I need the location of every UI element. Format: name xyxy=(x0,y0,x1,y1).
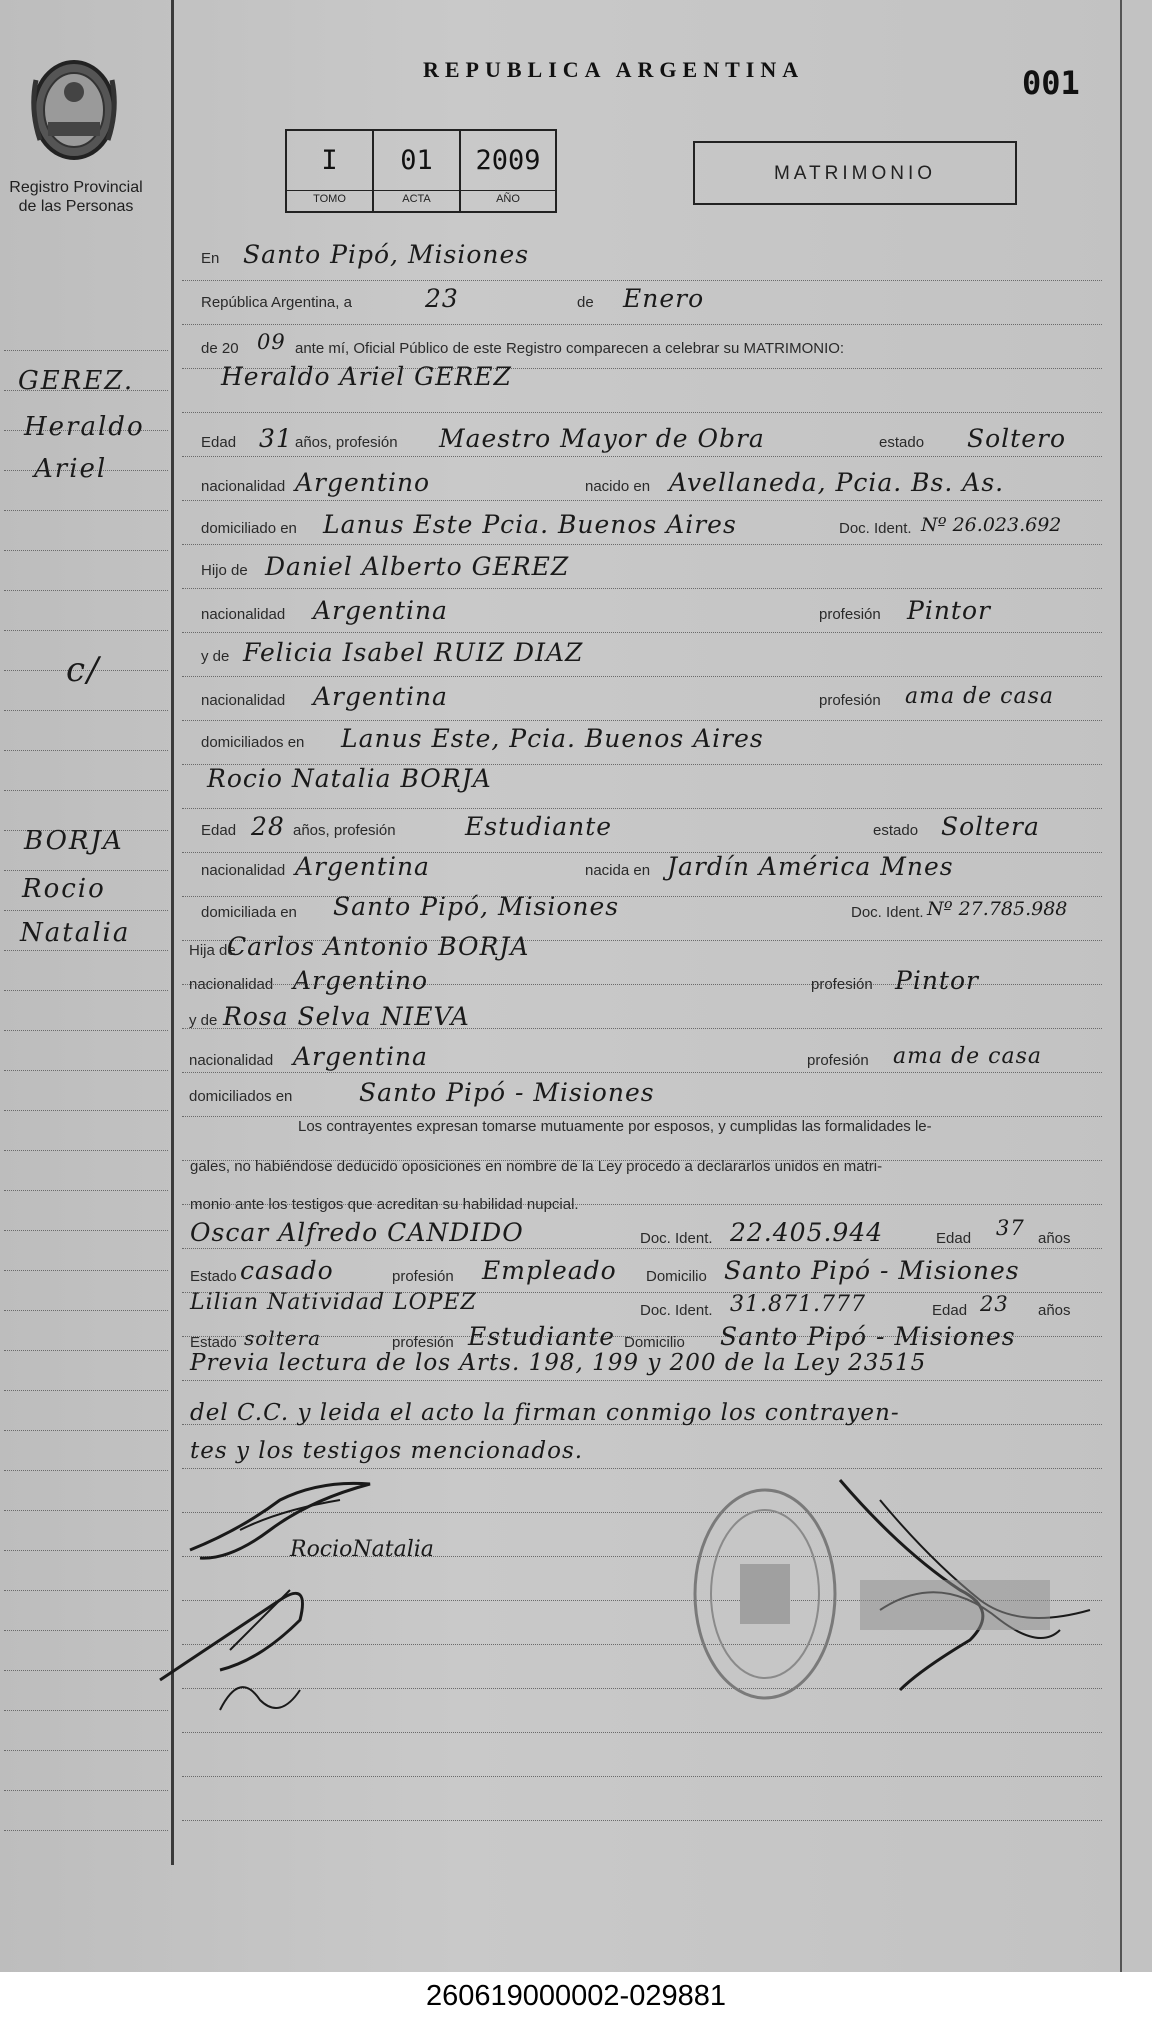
bride-birthplace: Jardín América Mnes xyxy=(667,852,954,881)
estado-label: estado xyxy=(879,434,925,451)
anos-profesion-label: años, profesión xyxy=(295,434,398,451)
margin-rule-line xyxy=(4,1190,168,1191)
main-rule-line xyxy=(182,808,1102,809)
groom-father-nationality: Argentina xyxy=(313,596,448,625)
bride-father: Carlos Antonio BORJA xyxy=(227,932,530,961)
provincial-seal-logo xyxy=(26,50,122,170)
margin-rule-line xyxy=(4,750,168,751)
estado-label: Estado xyxy=(190,1334,237,1351)
domiciliado-label: domiciliado en xyxy=(201,520,297,537)
bride-mother-profession: ama de casa xyxy=(893,1044,1043,1069)
margin-rule-line xyxy=(4,1030,168,1031)
edad-label: Edad xyxy=(201,434,237,451)
margin-rule-line xyxy=(4,710,168,711)
margin-bride-surname: BORJA xyxy=(24,826,124,856)
nacionalidad-label: nacionalidad xyxy=(201,606,286,623)
groom-nationality: Argentino xyxy=(295,468,431,497)
domicilio-label: Domicilio xyxy=(624,1334,685,1351)
bride-nationality-row xyxy=(183,852,1103,886)
margin-rule-line xyxy=(4,1070,168,1071)
bride-parents-address: Santo Pipó - Misiones xyxy=(359,1078,655,1107)
profesion-label: profesión xyxy=(392,1268,454,1285)
bride-parents-address-row xyxy=(183,1076,1103,1107)
nacionalidad-label: nacionalidad xyxy=(201,862,286,879)
signatures-area xyxy=(140,1470,1120,1730)
barcode-text: 260619000002-029881 xyxy=(0,1972,1152,2021)
doc-ident-label: Doc. Ident. xyxy=(640,1230,713,1247)
witness-signatures xyxy=(160,1590,303,1710)
margin-bride-name2: Natalia xyxy=(20,918,131,948)
year-value: 09 xyxy=(257,330,286,354)
acta-value: 01 xyxy=(400,145,433,176)
bride-name-row xyxy=(183,764,1103,798)
main-rule-line xyxy=(182,676,1102,677)
edad-label: Edad xyxy=(932,1302,968,1319)
margin-conjunction: c/ xyxy=(66,650,101,690)
groom-age-row xyxy=(183,424,1103,458)
groom-mother-nat-row xyxy=(183,682,1103,716)
bride-doc: Nº 27.785.988 xyxy=(927,898,1068,920)
bride-signature: RocioNatalia xyxy=(290,1537,434,1562)
margin-groom-name1: Heraldo xyxy=(24,412,145,442)
groom-father-profession: Pintor xyxy=(907,596,991,625)
groom-nationality-row xyxy=(183,468,1103,502)
bride-nationality: Argentina xyxy=(295,852,430,881)
margin-rule-line xyxy=(4,590,168,591)
groom-father-nat-row xyxy=(183,596,1103,630)
margin-rule-line xyxy=(4,1230,168,1231)
main-rule-line xyxy=(182,588,1102,589)
groom-address-row xyxy=(183,510,1103,544)
profesion-label: profesión xyxy=(811,976,873,993)
groom-parents-address-row xyxy=(183,724,1103,756)
bride-mother-nationality: Argentina xyxy=(293,1042,428,1071)
nacionalidad-label: nacionalidad xyxy=(201,478,286,495)
groom-mother-profession: ama de casa xyxy=(905,684,1055,709)
groom-mother: Felicia Isabel RUIZ DIAZ xyxy=(243,638,584,667)
groom-mother-nationality: Argentina xyxy=(313,682,448,711)
witness1-doc: 22.405.944 xyxy=(730,1218,884,1247)
margin-groom-name2: Ariel xyxy=(34,454,108,484)
page-edge xyxy=(1120,0,1122,1972)
bride-profession: Estudiante xyxy=(465,812,613,841)
margin-rule-line xyxy=(4,630,168,631)
groom-doc: Nº 26.023.692 xyxy=(921,514,1062,536)
margin-rule-line xyxy=(4,1750,168,1751)
bride-full-name: Rocio Natalia BORJA xyxy=(207,764,492,793)
nacido-en-label: nacido en xyxy=(585,478,651,495)
groom-mother-row xyxy=(183,638,1103,672)
witness1-status: casado xyxy=(240,1256,334,1285)
anio-cell xyxy=(461,131,555,211)
record-type-label: MATRIMONIO xyxy=(773,163,937,184)
margin-bride-name1: Rocio xyxy=(22,874,106,904)
groom-profession: Maestro Mayor de Obra xyxy=(439,424,765,453)
profesion-label: profesión xyxy=(392,1334,454,1351)
registry-label-line1: Registro Provincial xyxy=(9,179,143,196)
doc-ident-label: Doc. Ident. xyxy=(640,1302,713,1319)
bride-father-nat-row xyxy=(183,966,1103,994)
bride-mother: Rosa Selva NIEVA xyxy=(223,1002,470,1031)
anio-label: AÑO xyxy=(461,190,555,205)
place-value: Santo Pipó, Misiones xyxy=(243,240,530,269)
margin-rule-line xyxy=(4,1430,168,1431)
main-rule-line xyxy=(182,1732,1102,1733)
witness2-profession: Estudiante xyxy=(468,1322,616,1351)
bride-father-profession: Pintor xyxy=(895,966,979,995)
official-signature xyxy=(840,1480,1090,1690)
witness1-domicile: Santo Pipó - Misiones xyxy=(724,1256,1020,1285)
margin-groom-surname: GEREZ. xyxy=(18,366,135,396)
declaration-line2: gales, no habiéndose deducido oposiciones en nombre de la Ley procedo a declararlos unidos en matri- xyxy=(190,1158,883,1175)
margin-rule-line xyxy=(4,550,168,551)
hijo-de-label: Hijo de xyxy=(201,562,248,579)
nacionalidad-label: nacionalidad xyxy=(201,692,286,709)
domiciliados-label: domiciliados en xyxy=(189,1088,293,1105)
closing-line2: del C.C. y leida el acto la firman conmigo los contrayen- xyxy=(190,1400,900,1426)
tomo-value: I xyxy=(321,145,338,176)
edad-label: Edad xyxy=(201,822,237,839)
groom-full-name: Heraldo Ariel GEREZ xyxy=(221,362,512,391)
y-de-label: y de xyxy=(201,648,230,665)
en-label: En xyxy=(201,250,220,267)
hija-de-label: Hija de xyxy=(189,942,236,959)
declaration-line1: Los contrayentes expresan tomarse mutuamente por esposos, y cumplidas las formalidades le- xyxy=(298,1118,932,1135)
witness2-age: 23 xyxy=(980,1292,1009,1316)
margin-rule-line xyxy=(4,1110,168,1111)
main-rule-line xyxy=(182,1380,1102,1381)
date-row xyxy=(183,284,1103,318)
estado-label: Estado xyxy=(190,1268,237,1285)
de-20-label: de 20 xyxy=(201,340,239,357)
tomo-label: TOMO xyxy=(287,190,372,205)
main-rule-line xyxy=(182,632,1102,633)
margin-rule-line xyxy=(4,350,168,351)
groom-parents-address: Lanus Este, Pcia. Buenos Aires xyxy=(341,724,764,753)
witness1-profession: Empleado xyxy=(482,1256,617,1285)
witness2-doc: 31.871.777 xyxy=(730,1292,866,1317)
witness2-status-row xyxy=(190,1324,1110,1352)
margin-rule-line xyxy=(4,1350,168,1351)
nacida-en-label: nacida en xyxy=(585,862,651,879)
registry-stamp xyxy=(690,1484,840,1704)
anio-value: 2009 xyxy=(475,145,541,176)
anos-profesion-label: años, profesión xyxy=(293,822,396,839)
bride-age-row xyxy=(183,812,1103,846)
groom-age: 31 xyxy=(259,424,293,453)
main-rule-line xyxy=(182,412,1102,413)
profesion-label: profesión xyxy=(819,606,881,623)
margin-rule-line xyxy=(4,1390,168,1391)
bride-father-nationality: Argentino xyxy=(293,966,429,995)
main-rule-line xyxy=(182,1072,1102,1073)
groom-address: Lanus Este Pcia. Buenos Aires xyxy=(323,510,737,539)
domiciliada-label: domiciliada en xyxy=(201,904,297,921)
month-value: Enero xyxy=(623,284,705,313)
margin-rule-line xyxy=(4,1270,168,1271)
domicilio-label: Domicilio xyxy=(646,1268,707,1285)
republic-title: REPUBLICA ARGENTINA xyxy=(423,57,805,82)
bride-address: Santo Pipó, Misiones xyxy=(333,892,620,921)
margin-rule-line xyxy=(4,790,168,791)
witness1-name: Oscar Alfredo CANDIDO xyxy=(190,1218,524,1247)
closing-line3: tes y los testigos mencionados. xyxy=(190,1438,584,1464)
record-type-box xyxy=(693,141,1017,205)
edad-label: Edad xyxy=(936,1230,972,1247)
doc-ident-label: Doc. Ident. xyxy=(839,520,912,537)
margin-rule-line xyxy=(4,1790,168,1791)
groom-father-row xyxy=(183,552,1103,586)
closing-line1: Previa lectura de los Arts. 198, 199 y 200 de la Ley 23515 xyxy=(190,1350,927,1376)
ante-text: ante mí, Oficial Público de este Registro comparecen a celebrar su MATRIMONIO: xyxy=(295,340,845,357)
witness1-row xyxy=(190,1216,1110,1250)
acta-cell xyxy=(374,131,461,211)
margin-rule-line xyxy=(4,910,168,911)
witness2-status: soltera xyxy=(244,1326,322,1350)
anos-label: años xyxy=(1038,1302,1071,1319)
margin-rule-line xyxy=(4,1830,168,1831)
groom-birthplace: Avellaneda, Pcia. Bs. As. xyxy=(669,468,1005,497)
groom-status: Soltero xyxy=(967,424,1067,453)
main-rule-line xyxy=(182,280,1102,281)
registry-label-line2: de las Personas xyxy=(18,198,134,215)
nacionalidad-label: nacionalidad xyxy=(189,976,274,993)
witness2-row xyxy=(190,1290,1110,1318)
groom-father: Daniel Alberto GEREZ xyxy=(265,552,570,581)
margin-rule-line xyxy=(4,1150,168,1151)
bride-father-row xyxy=(183,934,1103,962)
main-rule-line xyxy=(182,1776,1102,1777)
main-rule-line xyxy=(182,1820,1102,1821)
witness2-name: Lilian Natividad LOPEZ xyxy=(190,1290,477,1315)
main-rule-line xyxy=(182,324,1102,325)
acta-label: ACTA xyxy=(374,190,459,205)
groom-name-row xyxy=(183,362,1103,396)
margin-rule-line xyxy=(4,1310,168,1311)
doc-ident-label: Doc. Ident. xyxy=(851,904,924,921)
witness1-status-row xyxy=(190,1258,1110,1286)
bride-mother-nat-row xyxy=(183,1040,1103,1071)
witness1-age: 37 xyxy=(996,1216,1025,1240)
tomo-cell xyxy=(287,131,374,211)
declaration-line3: monio ante los testigos que acreditan su habilidad nupcial. xyxy=(190,1196,579,1213)
bride-status: Soltera xyxy=(941,812,1040,841)
margin-rule-line xyxy=(4,950,168,951)
margin-rule-line xyxy=(4,510,168,511)
profesion-label: profesión xyxy=(819,692,881,709)
domiciliados-label: domiciliados en xyxy=(201,734,305,751)
main-rule-line xyxy=(182,720,1102,721)
y-de-label: y de xyxy=(189,1012,218,1029)
place-row xyxy=(183,240,1103,274)
profesion-label: profesión xyxy=(807,1052,869,1069)
nacionalidad-label: nacionalidad xyxy=(189,1052,274,1069)
main-rule-line xyxy=(182,1116,1102,1117)
republica-label: República Argentina, a xyxy=(201,294,352,311)
main-rule-line xyxy=(182,544,1102,545)
de-label: de xyxy=(577,294,594,311)
year-row xyxy=(183,330,1103,362)
tomo-acta-anio-box xyxy=(285,129,557,213)
margin-rule-line xyxy=(4,990,168,991)
witness2-domicile: Santo Pipó - Misiones xyxy=(720,1322,1016,1351)
main-rule-line xyxy=(182,1468,1102,1469)
margin-rule-line xyxy=(4,870,168,871)
bride-age: 28 xyxy=(251,812,285,841)
registry-label xyxy=(0,178,152,216)
anos-label: años xyxy=(1038,1230,1071,1247)
estado-label: estado xyxy=(873,822,919,839)
document-number: 001 xyxy=(1022,64,1080,102)
bride-address-row xyxy=(183,890,1103,921)
day-value: 23 xyxy=(425,284,459,313)
bride-mother-row xyxy=(183,1000,1103,1031)
